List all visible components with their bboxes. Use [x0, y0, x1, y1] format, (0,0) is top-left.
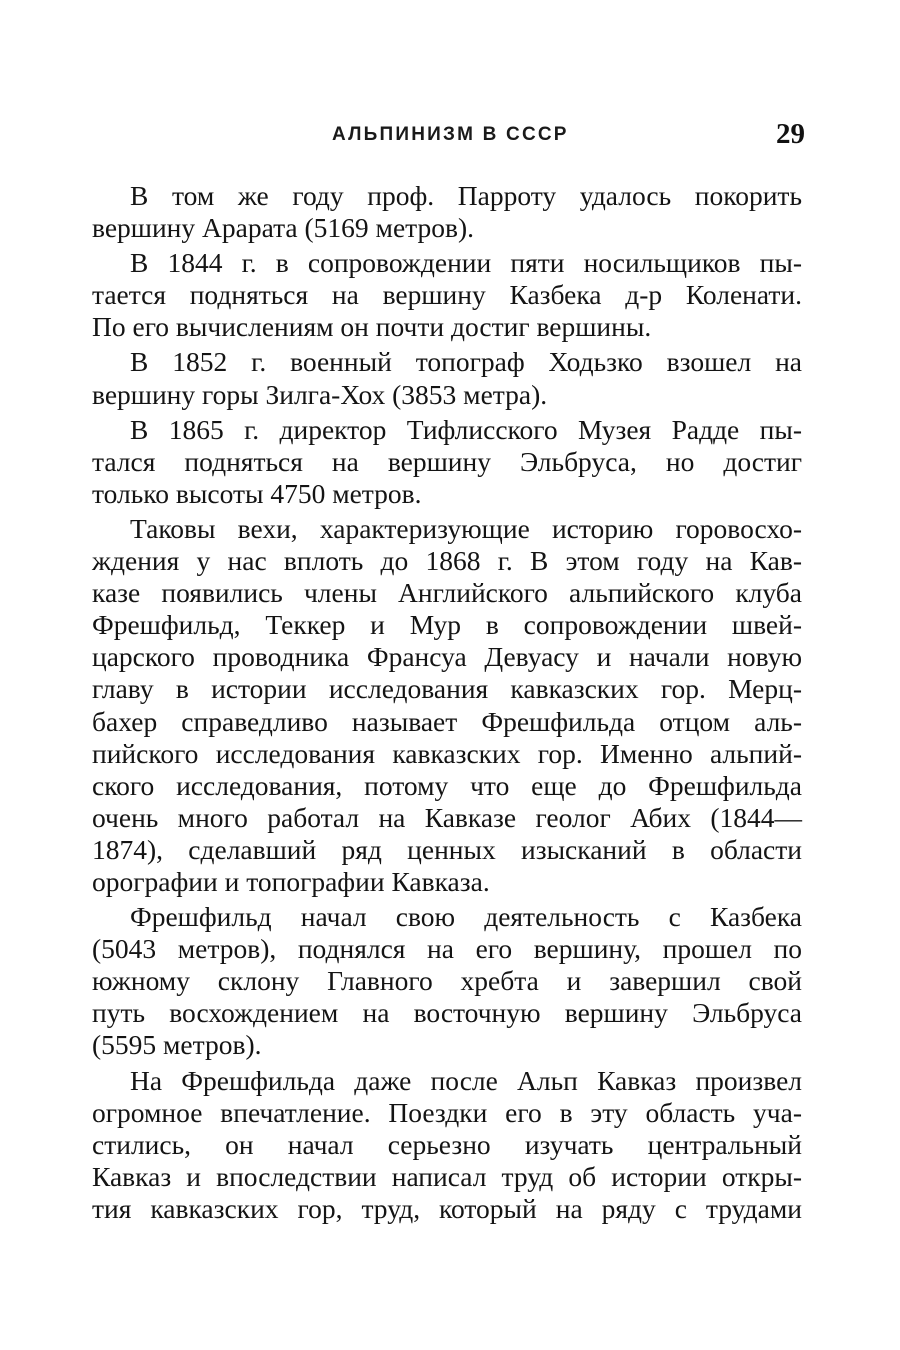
text-line: ского исследования, потому что еще до Фрешфильда	[92, 769, 802, 801]
text-line: вершину горы Зилга-Хох (3853 метра).	[92, 378, 548, 410]
text-line: По его вычислениям он почти достиг вершины.	[92, 311, 652, 343]
text-line: пийского исследования кавказских гор. Именно альпий-	[92, 737, 802, 769]
paragraph	[92, 901, 802, 1061]
text-line: Кавказ и впоследствии написал труд об истории откры-	[92, 1160, 802, 1192]
page-number: 29	[776, 118, 805, 150]
running-title: АЛЬПИНИЗМ В СССР	[332, 124, 569, 145]
text-line: Фрешфильд начал свою деятельность с Казбека	[130, 901, 802, 933]
text-line: Фрешфильд, Теккер и Мур в сопровождении швей-	[92, 609, 802, 641]
text-line: южному склону Главного хребта и завершил свой	[92, 965, 802, 997]
text-line: На Фрешфильда даже после Альп Кавказ произвел	[130, 1064, 802, 1096]
text-line: царского проводника Франсуа Девуасу и начали новую	[92, 641, 802, 673]
paragraph	[92, 414, 802, 510]
body-text	[92, 180, 802, 1225]
text-line: казе появились члены Английского альпийского клуба	[92, 577, 802, 609]
text-line: огромное впечатление. Поездки его в эту область уча-	[92, 1096, 802, 1128]
paragraph	[92, 247, 802, 343]
paragraph	[92, 180, 802, 244]
text-line: стились, он начал серьезно изучать центральный	[92, 1128, 802, 1160]
text-line: орографии и топографии Кавказа.	[92, 865, 490, 897]
text-line: тия кавказских гор, труд, который на ряду с трудами	[92, 1192, 802, 1224]
text-line: тается подняться на вершину Казбека д-р Коленати.	[92, 279, 802, 311]
text-line: только высоты 4750 метров.	[92, 477, 422, 509]
text-line: В том же году проф. Парроту удалось покорить	[130, 180, 802, 211]
paragraph	[92, 1065, 802, 1225]
text-line: В 1865 г. директор Тифлисского Музея Радде пы-	[130, 413, 802, 445]
text-line: путь восхождением на восточную вершину Эльбруса	[92, 997, 802, 1029]
text-line: (5595 метров).	[92, 1029, 262, 1061]
paragraph	[92, 513, 802, 898]
text-line: Таковы вехи, характеризующие историю горовосхо-	[130, 512, 802, 544]
text-line: (5043 метров), поднялся на его вершину, прошел по	[92, 933, 802, 965]
text-line: 1874), сделавший ряд ценных изысканий в области	[92, 833, 802, 865]
text-line: очень много работал на Кавказе геолог Абих (1844—	[92, 801, 802, 833]
text-line: главу в истории исследования кавказских гор. Мерц-	[92, 673, 802, 705]
text-line: В 1844 г. в сопровождении пяти носильщиков пы-	[130, 247, 802, 279]
text-line: тался подняться на вершину Эльбруса, но достиг	[92, 445, 802, 477]
text-line: ждения у нас вплоть до 1868 г. В этом году на Кав-	[92, 545, 802, 577]
text-line: бахер справедливо называет Фрешфильда отцом аль-	[92, 705, 802, 737]
text-line: В 1852 г. военный топограф Ходьзко взошел на	[130, 346, 802, 378]
paragraph	[92, 346, 802, 410]
text-line: вершину Арарата (5169 метров).	[92, 212, 475, 244]
